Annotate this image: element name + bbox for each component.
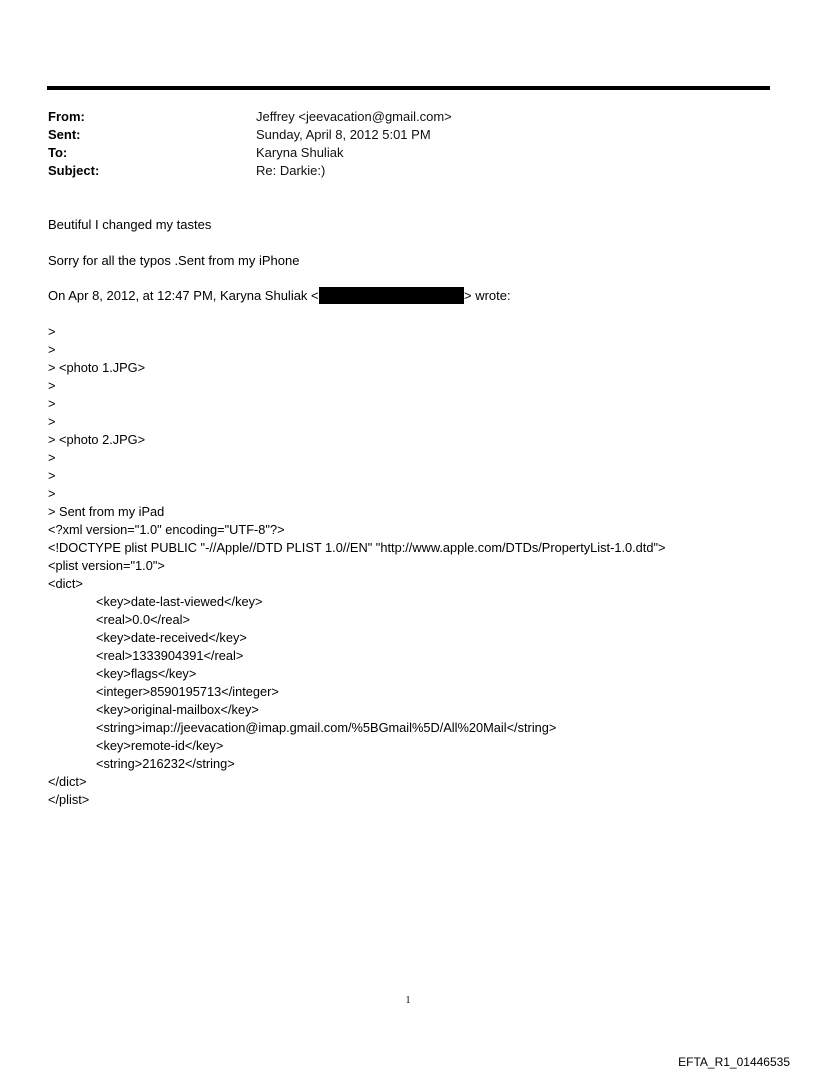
quoted-line: </dict> xyxy=(48,774,87,789)
quoted-line: </plist> xyxy=(48,792,90,807)
quoted-line: <integer>8590195713</integer> xyxy=(96,684,279,699)
subject-label: Subject: xyxy=(48,163,100,178)
quoted-line: > xyxy=(48,396,56,411)
quoted-line: <plist version="1.0"> xyxy=(48,558,165,573)
quote-intro-prefix: On Apr 8, 2012, at 12:47 PM, Karyna Shuliak < xyxy=(48,288,319,303)
subject-value: Re: Darkie:) xyxy=(256,163,326,178)
quoted-line: <key>remote-id</key> xyxy=(96,738,224,753)
quoted-line: > xyxy=(48,378,56,393)
quoted-line: <string>216232</string> xyxy=(96,756,235,771)
body-line-1: Beutiful I changed my tastes xyxy=(48,217,212,232)
redaction-box xyxy=(319,287,464,304)
quoted-line: > xyxy=(48,342,56,357)
to-value: Karyna Shuliak xyxy=(256,145,344,160)
sent-value: Sunday, April 8, 2012 5:01 PM xyxy=(256,127,431,142)
quoted-line: <key>original-mailbox</key> xyxy=(96,702,259,717)
quoted-line: > <photo 2.JPG> xyxy=(48,432,146,447)
from-label: From: xyxy=(48,109,85,124)
quoted-line: <!DOCTYPE plist PUBLIC "-//Apple//DTD PLIST 1.0//EN" "http://www.apple.com/DTDs/PropertyList-1.0.dtd"> xyxy=(48,540,666,555)
quoted-line: <dict> xyxy=(48,576,83,591)
quoted-line: > xyxy=(48,324,56,339)
quote-intro-suffix: > wrote: xyxy=(464,288,511,303)
page-number: 1 xyxy=(405,995,411,1006)
quoted-line: <?xml version="1.0" encoding="UTF-8"?> xyxy=(48,522,285,537)
quoted-line: <key>date-last-viewed</key> xyxy=(96,594,263,609)
quoted-line: > Sent from my iPad xyxy=(48,504,165,519)
quoted-line: > xyxy=(48,468,56,483)
quoted-line: <real>1333904391</real> xyxy=(96,648,244,663)
quoted-line: > xyxy=(48,486,56,501)
quoted-line: > xyxy=(48,414,56,429)
body-line-2: Sorry for all the typos .Sent from my iPhone xyxy=(48,253,300,268)
bates-number: EFTA_R1_01446535 xyxy=(678,1055,790,1069)
from-value: Jeffrey <jeevacation@gmail.com> xyxy=(256,109,452,124)
quoted-line: <real>0.0</real> xyxy=(96,612,190,627)
quoted-line: <key>date-received</key> xyxy=(96,630,247,645)
to-label: To: xyxy=(48,145,68,160)
quoted-line: <string>imap://jeevacation@imap.gmail.com/%5BGmail%5D/All%20Mail</string> xyxy=(96,720,557,735)
quoted-line: > <photo 1.JPG> xyxy=(48,360,146,375)
quoted-line: > xyxy=(48,450,56,465)
header-rule xyxy=(47,86,770,90)
quoted-line: <key>flags</key> xyxy=(96,666,197,681)
sent-label: Sent: xyxy=(48,127,81,142)
